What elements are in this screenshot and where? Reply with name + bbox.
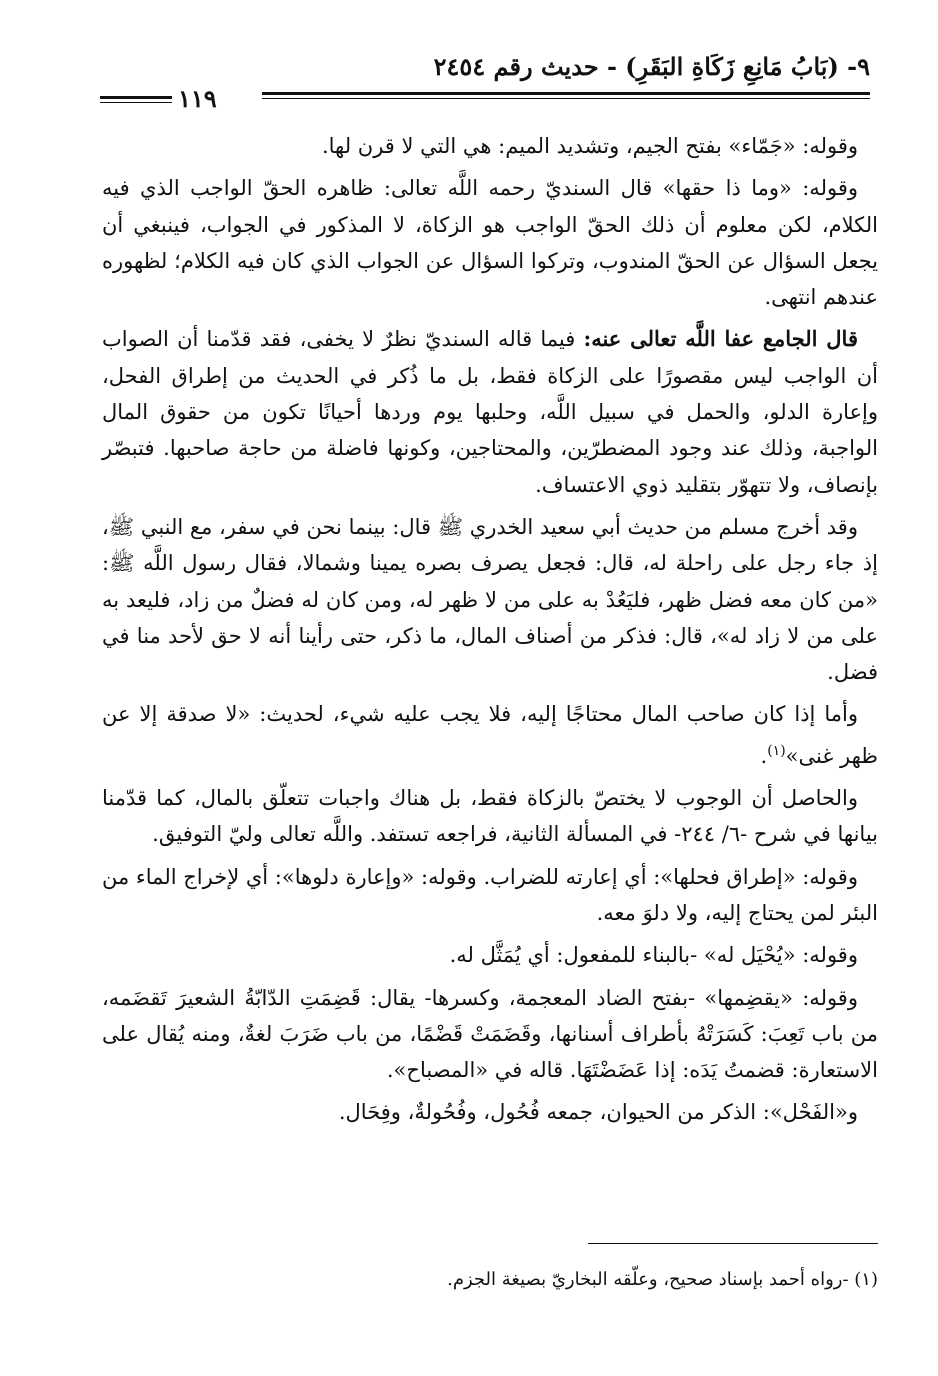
paragraph: وقد أخرج مسلم من حديث أبي سعيد الخدري ﷺ قال: بينما نحن في سفر، مع النبي ﷺ، إذ جاء رجل على راحلة له، قال: فجعل يصرف بصره يمينا وشمالا، فقال رسول اللَّه ﷺ: «من كان معه فضل ظهر، فليَعُدْ به على من لا ظهر له، ومن كان له فضلٌ من زاد، فليعد به على من لا زاد له»، قال: فذكر من أصناف المال، ما ذكر، حتى رأينا أنه لا حق لأحد منا في فضل. [102, 514, 879, 685]
paragraph: وقوله: «يُحْيَل له» -بالبناء للمفعول: أي يُمَثَّل له. [449, 943, 858, 968]
body-text [102, 128, 878, 1137]
header-rule-left [100, 96, 172, 103]
footnote-reference: (١) [767, 742, 786, 759]
footnote: (١) -رواه أحمد بإسناد صحيح، وعلّقه البخاريّ بصيغة الجزم. [447, 1269, 878, 1290]
paragraph: والحاصل أن الوجوب لا يختصّ بالزكاة فقط، بل هناك واجبات تتعلّق بالمال، كما قدّمنا بيانها في شرح -٦/ ٢٤٤- في المسألة الثانية، فراجعه تستفد. واللَّه تعالى وليّ التوفيق. [102, 786, 878, 847]
header-rule [262, 92, 870, 99]
paragraph [102, 696, 878, 774]
paragraph-text: وأما إذا كان صاحب المال محتاجًا إليه، فلا يجب عليه شيء، لحديث: «لا صدقة إلا عن ظهر غنى» [102, 702, 878, 768]
footnote-separator [588, 1243, 878, 1244]
paragraph: وقوله: «يقضِمها» -بفتح الضاد المعجمة، وكسرها- يقال: قَضِمَتِ الدّابّةُ الشعيرَ تَقضَمه، من باب تَعِبَ: كَسَرَتْهُ بأطراف أسنانها، وقَضَمَتْ قَضْمًا، من باب ضَرَبَ لغةٌ، ومنه يُقال على الاستعارة: قضمتُ يَدَه: إذا عَضَضْتَهَا. قاله في «المصباح». [102, 985, 878, 1083]
paragraph-end: . [760, 743, 768, 768]
paragraph: و«الفَحْل»: الذكر من الحيوان، جمعه فُحُول، وفُحُولةٌ، وفِحَال. [338, 1100, 858, 1125]
header-title: ٩- (بَابُ مَانِعِ زَكَاةِ البَقَرِ) - حديث رقم ٢٤٥٤ [433, 52, 870, 81]
paragraph-text: فيما قاله السنديّ نظرٌ لا يخفى، فقد قدّمنا أن الصواب أن الواجب ليس مقصورًا على الزكاة فقط، بل ما ذُكر في الحديث من إطراق الفحل، وإعارة الدلو، والحمل في سبيل اللَّه، وحلبها يوم وردها أحيانًا تكون من حقوق المال الواجبة، وذلك عند وجود المضطرّين، والمحتاجين، وكونها فاضلة من حاجة صاحبها. فتبصّر بإنصاف، ولا تتهوّر بتقليد ذوي الاعتساف. [102, 327, 878, 497]
paragraph: وقوله: «وما ذا حقها» قال السنديّ رحمه اللَّه تعالى: ظاهره الحقّ الواجب الذي فيه الكلام، لكن معلوم أن ذلك الحقّ الواجب هو الزكاة، لا المذكور في الجواب، فينبغي أن يجعل السؤال عن الحقّ المندوب، وتركوا السؤال عن الجواب الذي كان فيه الكلام؛ لظهوره عندهم انتهى. [102, 176, 878, 310]
running-header [262, 52, 870, 92]
paragraph: وقوله: «جَمّاء» بفتح الجيم، وتشديد الميم: هي التي لا قرن لها. [321, 134, 858, 158]
page-number: ١١٩ [178, 84, 217, 113]
paragraph: وقوله: «إطراق فحلها»: أي إعارته للضراب. وقوله: «وإعارة دلوها»: أي لإخراج الماء من البئر لمن يحتاج إليه، ولا دلوَ معه. [102, 864, 878, 925]
paragraph-lead: قال الجامع عفا اللَّه تعالى عنه: [583, 326, 858, 352]
paragraph [102, 321, 878, 502]
